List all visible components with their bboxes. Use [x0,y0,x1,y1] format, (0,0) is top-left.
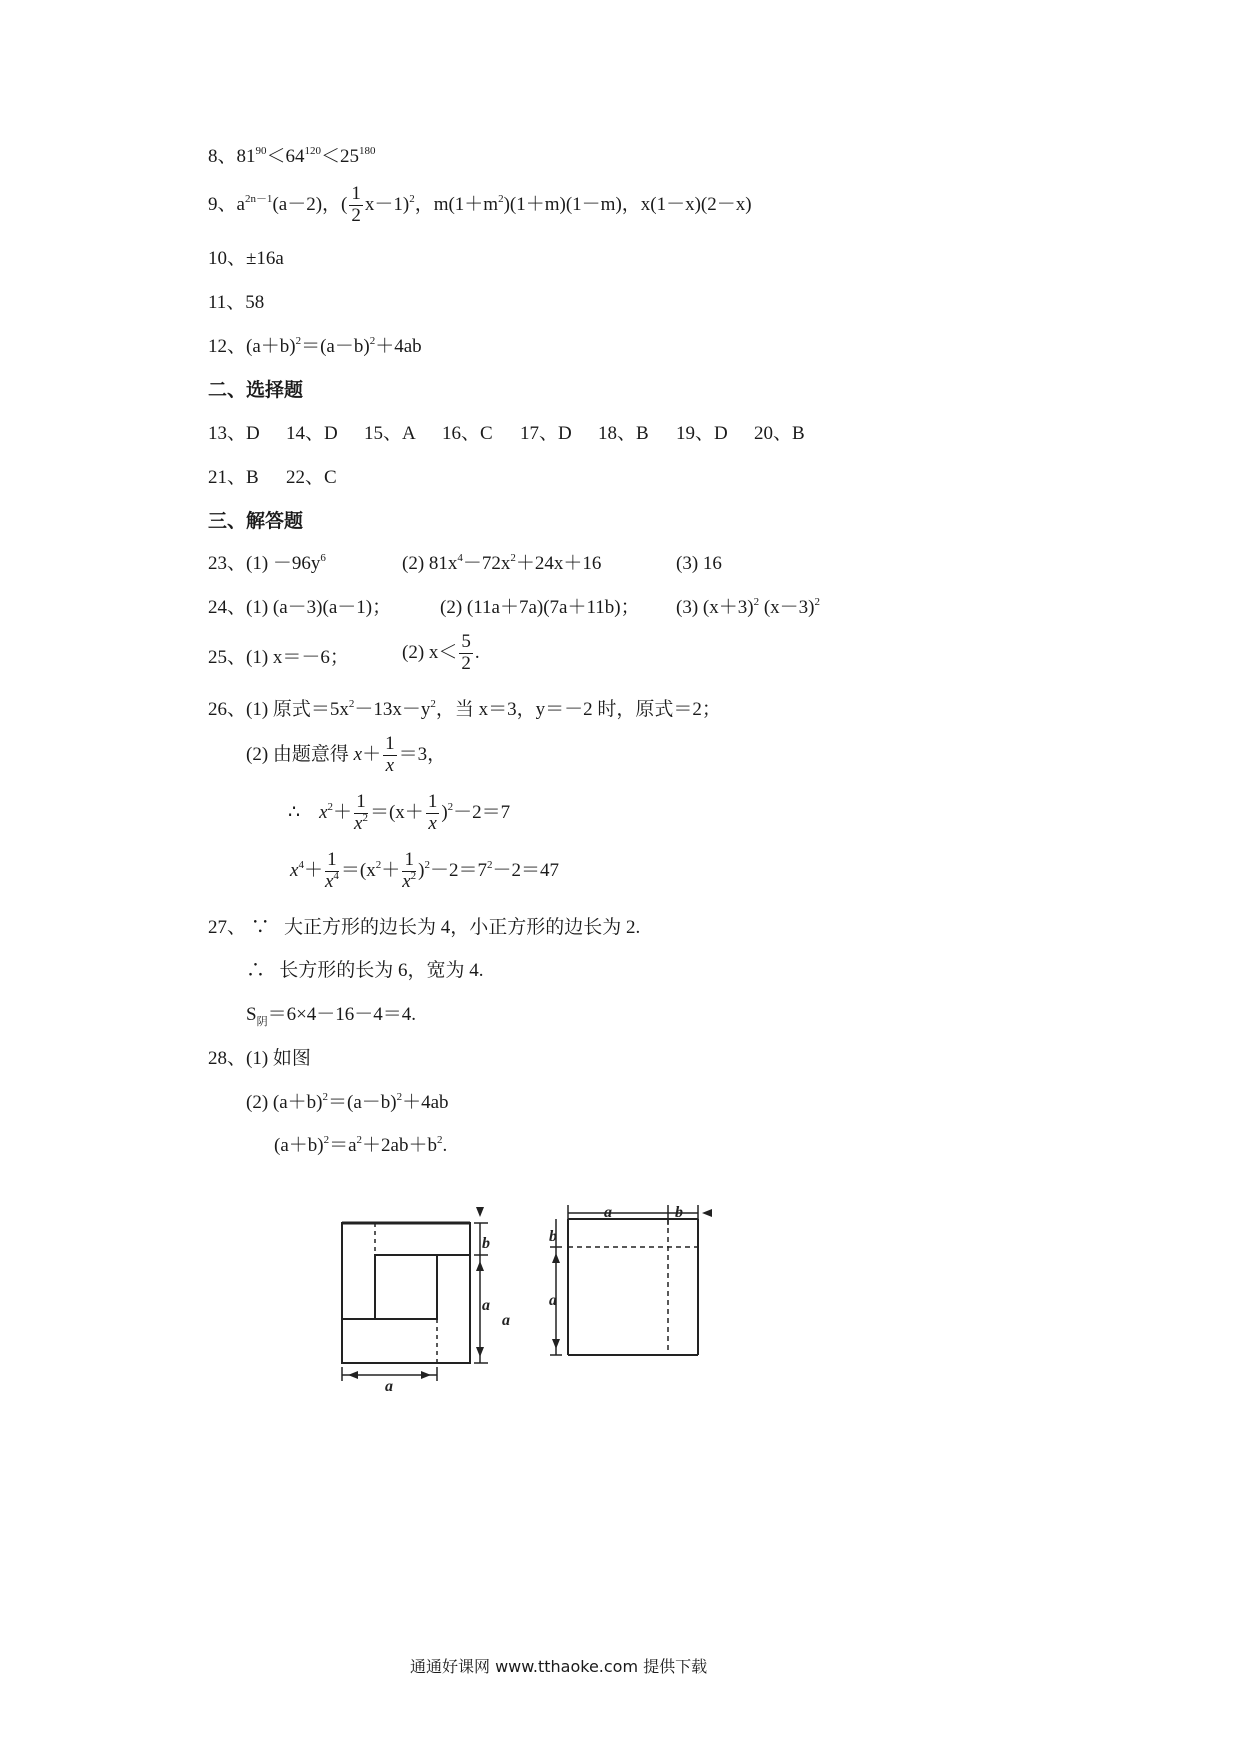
answer-26-1: 26、(1) 原式$=5x^2-13x-y^2$，当 x＝3，y＝－2 时，原式＝2； [208,698,721,720]
answer-28-1: 28、(1) 如图 [208,1048,311,1069]
choice-answer: 17、D [520,423,572,444]
choice-row-2 [208,467,408,491]
label-a-outer: a [502,1312,510,1329]
answer-10: 10、±16a [208,248,284,269]
choice-answer: 15、A [364,423,416,444]
label-b: b [482,1235,490,1252]
answer-8: 8、$81^{90}<64^{120}<25^{180}$ [208,145,376,167]
answer-23-1: 23、$(1) -96y^6$ [208,552,326,574]
answer-27-3: $S_阴=6\times 4-16-4=4$. [246,1004,417,1028]
answer-28-3: $(a+b)^2=a^2+2ab+b^2$. [274,1134,448,1156]
answer-26-2: (2) 由题意得 x＋ $\frac{1}{x}$ ＝3， [246,733,447,776]
answer-24-3: (3) $(x+3)^2$ $(x-3)^2$ [676,596,820,618]
fraction-one-half: $\frac{1}{2}$ [351,183,361,226]
answer-27-1: 27、 ∵ 大正方形的边长为 4，小正方形的边长为 2. [208,917,641,938]
answer-26-2-step1: ∴ $x^2+$ $\frac{1}{x^2}$ ＝(x＋ $\frac{1}{x}$ )$^2$－2＝7 [288,791,511,834]
label-a: a [482,1297,490,1314]
choice-answer: 20、B [754,423,805,444]
label-a-right-top: a [604,1204,612,1221]
choice-answer: 19、D [676,423,728,444]
answer-12: 12、$(a+b)^2=(a-b)^2+4ab$ [208,335,422,357]
answer-25-2: (2) x＜ $\frac{5}{2}$ . [402,631,480,674]
choice-answer: 14、D [286,423,338,444]
label-b-right-top: b [675,1204,683,1221]
section-heading-answers: 三、解答题 [208,510,304,532]
figure-squares-diagram [330,1195,750,1395]
label-b-right-side: b [549,1228,557,1245]
choice-answer: 22、C [286,467,337,488]
label-a-bottom: a [385,1378,393,1395]
answer-28-2: (2) $(a+b)^2=(a-b)^2+4ab$ [246,1091,449,1113]
footer-source: 通通好课网 www.tthaoke.com 提供下载 [410,1657,708,1676]
choice-row-1 [208,423,828,447]
answer-23-2: (2) $81x^4-72x^2+24x+16$ [402,552,602,574]
section-heading-choice: 二、选择题 [208,379,304,401]
choice-answer: 21、B [208,467,259,488]
choice-answer: 18、B [598,423,649,444]
answer-25-1: 25、(1) x＝－6； [208,647,349,668]
choice-answer: 16、C [442,423,493,444]
choice-answer: 13、D [208,423,260,444]
answer-24-1: 24、(1) (a－3)(a－1)； [208,597,392,618]
fraction-five-halves: $\frac{5}{2}$ [461,631,471,674]
answer-27-2: ∴ 长方形的长为 6，宽为 4. [246,960,484,981]
label-a-right-side: a [549,1292,557,1309]
answer-11: 11、58 [208,292,265,313]
answer-24-2: (2) (11a＋7a)(7a＋11b)； [440,597,640,618]
answer-23-3: (3) 16 [676,553,722,574]
answer-26-2-step2: $x^4+$ $\frac{1}{x^4}$ $=(x^2+$ $\frac{1}{x^2}$ )$^2-2=7^2-2=47$ [290,849,560,892]
answer-9: 9、$a^{2n-1}(a-2)$，( $\frac{1}{2}$ x－1)$^2$，$m(1+m^2)(1+m)(1-m)$，x(1－x)(2－x) [208,183,752,226]
